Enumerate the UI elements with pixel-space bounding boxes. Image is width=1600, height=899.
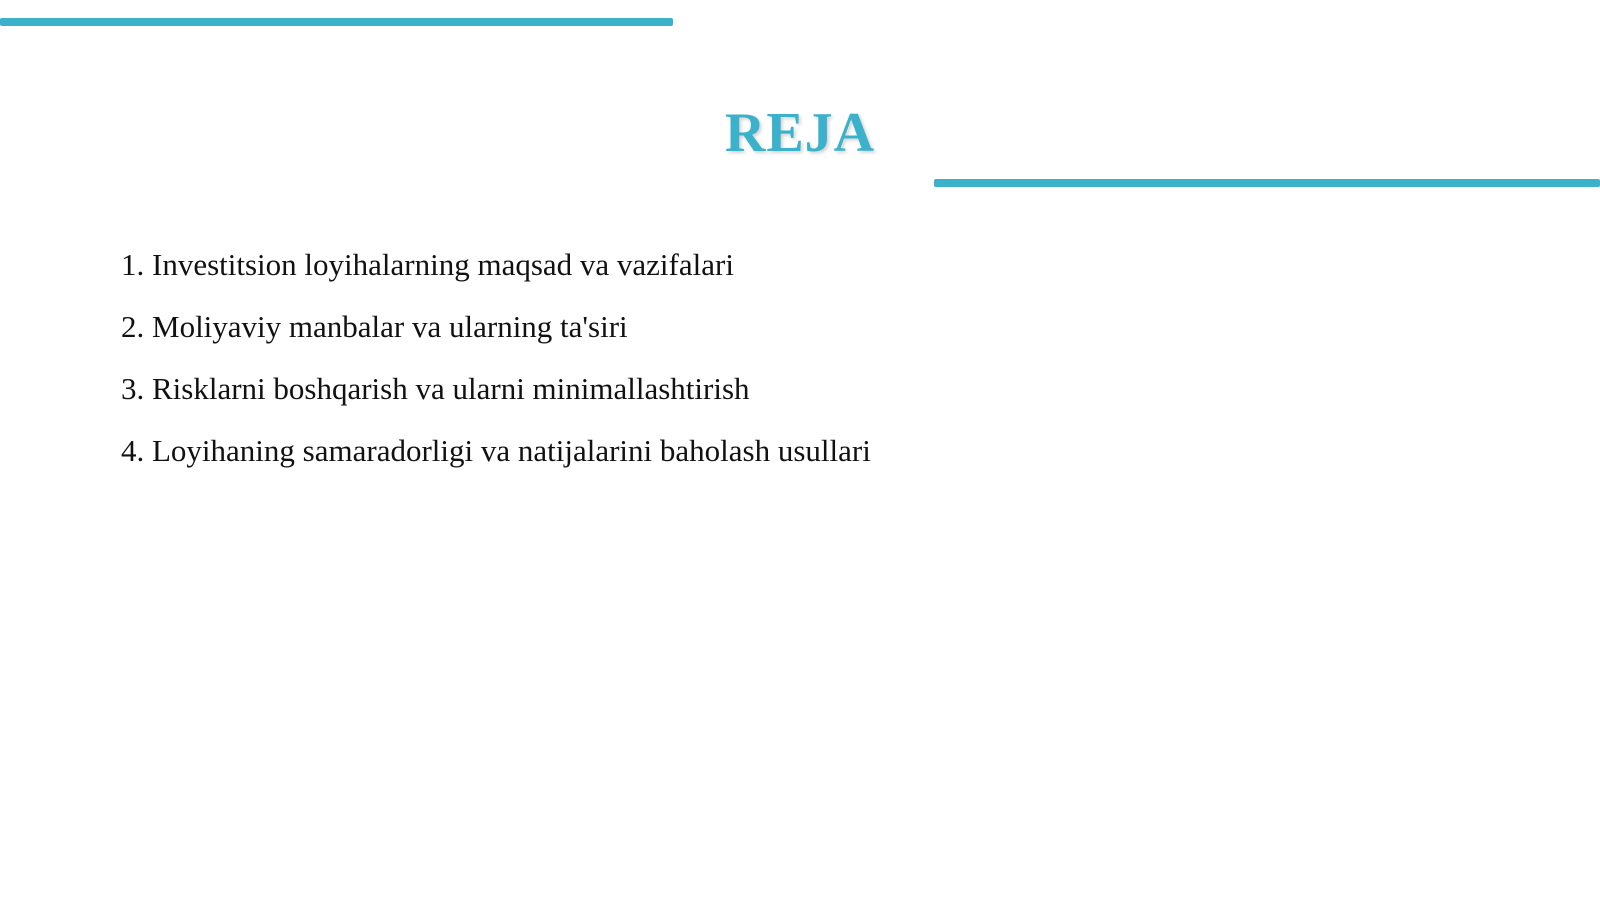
agenda-item: 3. Risklarni boshqarish va ularni minimallashtirish bbox=[121, 371, 750, 406]
slide-title: REJA bbox=[724, 102, 876, 164]
agenda-item: 1. Investitsion loyihalarning maqsad va vazifalari bbox=[121, 247, 734, 282]
agenda-item: 4. Loyihaning samaradorligi va natijalarini baholash usullari bbox=[121, 433, 871, 468]
agenda-list bbox=[121, 246, 871, 494]
right-accent-bar bbox=[934, 179, 1600, 187]
agenda-item: 2. Moliyaviy manbalar va ularning ta'siri bbox=[121, 309, 628, 344]
top-accent-bar bbox=[0, 18, 673, 26]
